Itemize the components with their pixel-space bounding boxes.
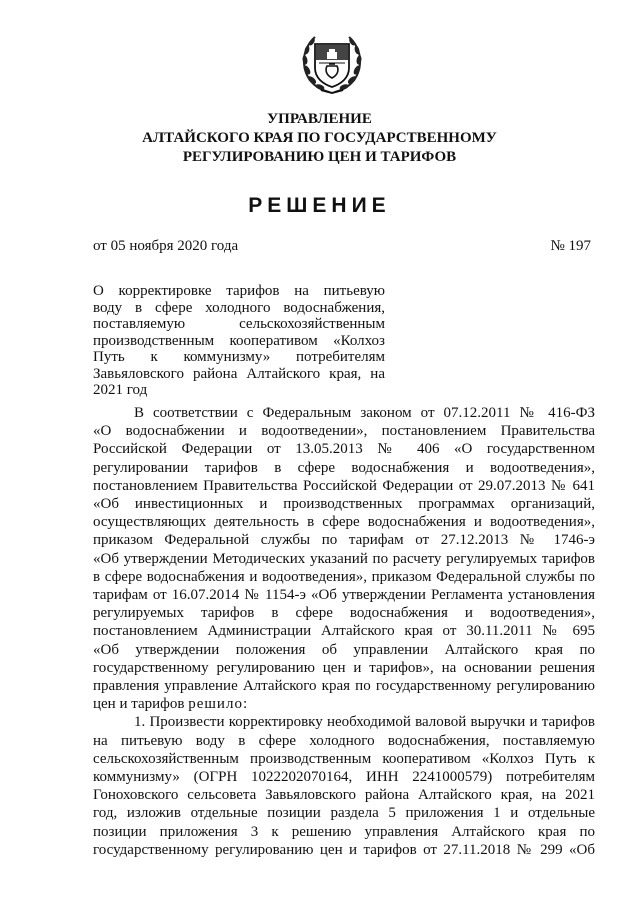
- body-line: сельскохозяйственным производственным кооперативом «Колхоз Путь к: [93, 750, 595, 767]
- document-title: РЕШЕНИЕ: [248, 194, 391, 217]
- document-subject: [93, 283, 385, 399]
- body-line: «Об утверждении положения об управлении Алтайского края по: [93, 641, 595, 658]
- document-number: № 197: [550, 238, 591, 254]
- subject-line: Путь к коммунизму» потребителям: [93, 349, 385, 365]
- organization-name-line-3: РЕГУЛИРОВАНИЮ ЦЕН И ТАРИФОВ: [182, 149, 457, 165]
- body-line: 1. Произвести корректировку необходимой валовой выручки и тарифов: [134, 714, 595, 731]
- body-line-text: цен и тарифов: [93, 696, 185, 713]
- document-body: [93, 404, 595, 859]
- body-line: [93, 695, 595, 713]
- subject-line: воду в сфере холодного водоснабжения,: [93, 299, 385, 316]
- body-line: год, изложив отдельные позиции раздела 5 приложения 1 и отдельные: [93, 805, 595, 822]
- body-line: в сфере водоснабжения и водоотведения», приказом Федеральной службы по: [93, 568, 595, 585]
- organization-name-line-1: УПРАВЛЕНИЕ: [267, 111, 372, 127]
- body-line: осуществляющих деятельность в сфере водоснабжения и водоотведения»,: [93, 514, 595, 531]
- body-line: позиции приложения 3 к решению управления Алтайского края по: [93, 823, 595, 840]
- body-line: на питьевую воду в сфере холодного водоснабжения, поставляемую: [93, 732, 595, 749]
- subject-line: производственным кооперативом «Колхоз: [93, 332, 385, 349]
- body-line: Гоноховского сельсовета Завьяловского района Алтайского края, на 2021: [93, 787, 595, 804]
- body-line: правления управление Алтайского края по государственному регулированию: [93, 678, 595, 695]
- body-line: «Об инвестиционных и производственных программах организаций,: [93, 496, 595, 513]
- body-line: «Об утверждении Методических указаний по расчету регулируемых тарифов: [93, 550, 595, 567]
- subject-line: Завьяловского района Алтайского края, на: [93, 365, 385, 382]
- body-line: Российской Федерации от 13.05.2013 № 406 «О государственном: [93, 441, 595, 458]
- organization-name-line-2: АЛТАЙСКОГО КРАЯ ПО ГОСУДАРСТВЕННОМУ: [142, 130, 497, 146]
- body-line: регулируемых тарифов в сфере водоснабжения и водоотведения»,: [93, 605, 595, 622]
- altai-coat-of-arms-icon: [299, 30, 365, 96]
- body-line: В соответствии с Федеральным законом от 07.12.2011 № 416-ФЗ: [134, 405, 595, 421]
- body-line: постановлением Правительства Российской Федерации от 29.07.2013 № 641: [93, 477, 595, 494]
- subject-line: 2021 год: [93, 382, 148, 398]
- body-line: коммунизму» (ОГРН 1022202070164, ИНН 2241000579) потребителям: [93, 769, 595, 786]
- body-line: «О водоснабжении и водоотведении», постановлением Правительства: [93, 423, 595, 440]
- subject-line: поставляемую сельскохозяйственным: [93, 316, 385, 332]
- body-line: постановлением Администрации Алтайского края от 30.11.2011 № 695: [93, 623, 595, 640]
- body-line: регулировании тарифов в сфере водоснабжения и водоотведения»,: [93, 459, 595, 476]
- body-line: тарифам от 16.07.2014 № 1154-э «Об утверждении Регламента установления: [93, 587, 595, 604]
- body-line: государственному регулированию цен и тарифов от 27.11.2018 № 299 «Об: [93, 841, 595, 858]
- body-line: государственному регулированию цен и тарифов», на основании решения: [93, 659, 595, 676]
- document-date: от 05 ноября 2020 года: [93, 238, 239, 254]
- subject-line: О корректировке тарифов на питьевую: [93, 283, 385, 299]
- body-line: приказом Федеральной службы по тарифам от 27.12.2013 № 1746-э: [93, 532, 595, 549]
- resolved-word: решило:: [188, 696, 249, 713]
